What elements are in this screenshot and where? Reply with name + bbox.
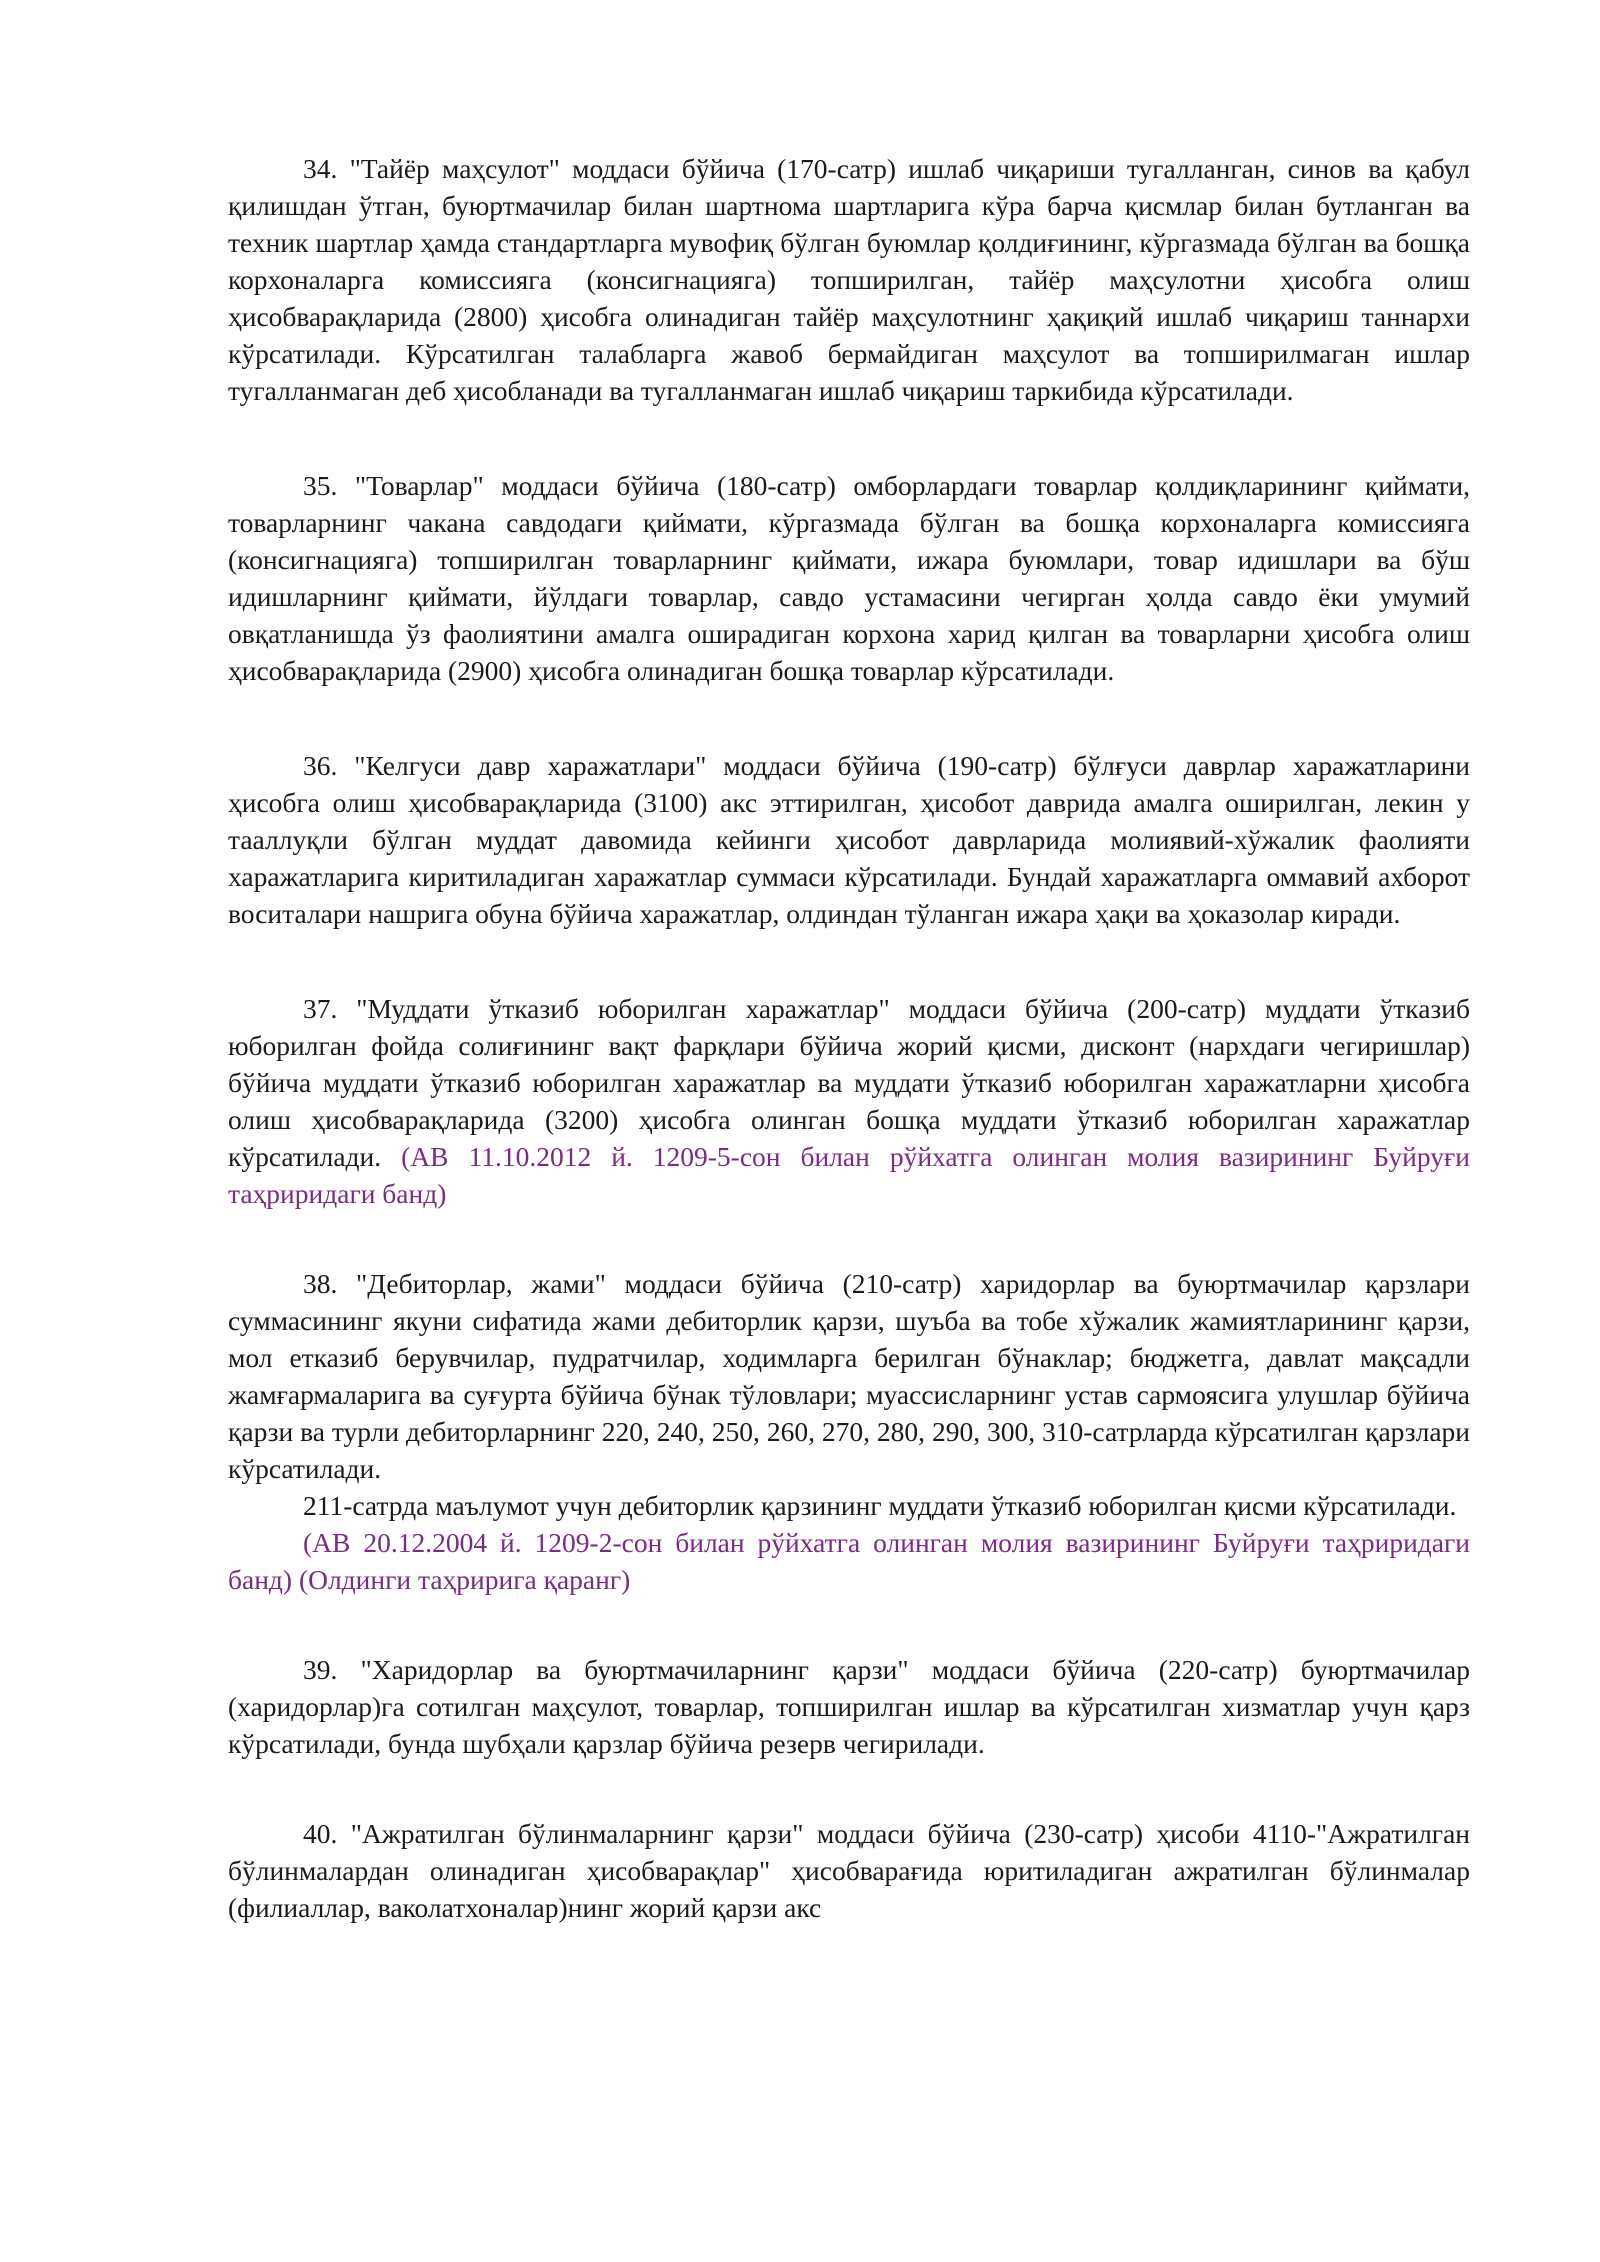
- document-body: [228, 150, 1470, 1926]
- paragraph-36: 36. "Келгуси давр харажатлари" моддаси бўйича (190-сатр) бўлғуси даврлар харажатларини ҳисобга олиш ҳисобварақларида (3100) акс эттирилган, ҳисобот даврида амалга оширилган, лекин у тааллуқли бўлган муддат давомида кейинги ҳисобот даврларида молиявий-хўжалик фаолияти харажатларига киритиладиган харажатлар суммаси кўрсатилади. Бундай харажатларга оммавий ахборот воситалари нашрига обуна бўйича харажатлар, олдиндан тўланган ижара ҳақи ва ҳоказолар киради.: [228, 750, 1470, 929]
- paragraph-40: 40. "Ажратилган бўлинмаларнинг қарзи" моддаси бўйича (230-сатр) ҳисоби 4110-"Ажратилган бўлинмалардан олинадиган ҳисобварақлар" ҳисобварағида юритиладиган ажратилган бўлинмалар (филиаллар, ваколатхоналар)нинг жорий қарзи акс: [228, 1818, 1470, 1923]
- paragraph-39: 39. "Харидорлар ва буюртмачиларнинг қарзи" моддаси бўйича (220-сатр) буюртмачилар (харидорлар)га сотилган маҳсулот, товарлар, топширилган ишлар ва кўрсатилган хизматлар учун қарз кўрсатилади, бунда шубҳали қарзлар бўйича резерв чегирилади.: [228, 1654, 1470, 1759]
- paragraph-38-subitem: 211-сатрда маълумот учун дебиторлик қарзининг муддати ўтказиб юборилган қисми кўрсатилади.: [303, 1490, 1457, 1521]
- paragraph-38: 38. "Дебиторлар, жами" моддаси бўйича (210-сатр) харидорлар ва буюртмачилар қарзлари суммасининг якуни сифатида жами дебиторлик қарзи, шуъба ва тобе хўжалик жамиятларининг қарзи, мол етказиб берувчилар, пудратчилар, ходимларга берилган бўнаклар; бюджетга, давлат мақсадли жамғармаларига ва суғурта бўйича бўнак тўловлари; муассисларнинг устав сармоясига улушлар бўйича қарзи ва турли дебиторларнинг 220, 240, 250, 260, 270, 280, 290, 300, 310-сатрларда кўрсатилган қарзлари кўрсатилади.: [228, 1268, 1470, 1484]
- paragraph-35: 35. "Товарлар" моддаси бўйича (180-сатр) омборлардаги товарлар қолдиқларининг қиймати, товарларнинг чакана савдодаги қиймати, кўргазмада бўлган ва бошқа корхоналарга комиссияга (консигнацияга) топширилган товарларнинг қиймати, ижара буюмлари, товар идишлари ва бўш идишларнинг қиймати, йўлдаги товарлар, савдо устамасини чегирган ҳолда савдо ёки умумий овқатланишда ўз фаолиятини амалга оширадиган корхона харид қилган ва товарларни ҳисобга олиш ҳисобварақларида (2900) ҳисобга олинадиган бошқа товарлар кўрсатилади.: [228, 470, 1470, 686]
- paragraph-37: [228, 990, 1470, 1212]
- amendment-note-37[interactable]: (АВ 11.10.2012 й. 1209-5-сон билан рўйхатга олинган молия вазирининг Буйруғи таҳриридаги банд): [228, 1141, 1470, 1209]
- amendment-note-38[interactable]: (АВ 20.12.2004 й. 1209-2-сон билан рўйхатга олинган молия вазирининг Буйруғи таҳриридаги банд) (Олдинги таҳририга қаранг): [228, 1527, 1470, 1595]
- paragraph-37-text: 37. "Муддати ўтказиб юборилган харажатлар" моддаси бўйича (200-сатр) муддати ўтказиб юборилган фойда солиғининг вақт фарқлари бўйича жорий қисми, дисконт (нархдаги чегиришлар) бўйича муддати ўтказиб юборилган харажатлар ва муддати ўтказиб юборилган харажатларни ҳисобга олиш ҳисобварақларида (3200) ҳисобга олинган бошқа муддати ўтказиб юборилган харажатлар кўрсатилади.: [228, 993, 1470, 1172]
- paragraph-34: 34. "Тайёр маҳсулот" моддаси бўйича (170-сатр) ишлаб чиқариши тугалланган, синов ва қабул қилишдан ўтган, буюртмачилар билан шартнома шартларига кўра барча қисмлар билан бутланган ва техник шартлар ҳамда стандартларга мувофиқ бўлган буюмлар қолдиғининг, кўргазмада бўлган ва бошқа корхоналарга комиссияга (консигнацияга) топширилган, тайёр маҳсулотни ҳисобга олиш ҳисобварақларида (2800) ҳисобга олинадиган тайёр маҳсулотнинг ҳақиқий ишлаб чиқариш таннархи кўрсатилади. Кўрсатилган талабларга жавоб бермайдиган маҳсулот ва топширилмаган ишлар тугалланмаган деб ҳисобланади ва тугалланмаган ишлаб чиқариш таркибида кўрсатилади.: [228, 153, 1470, 406]
